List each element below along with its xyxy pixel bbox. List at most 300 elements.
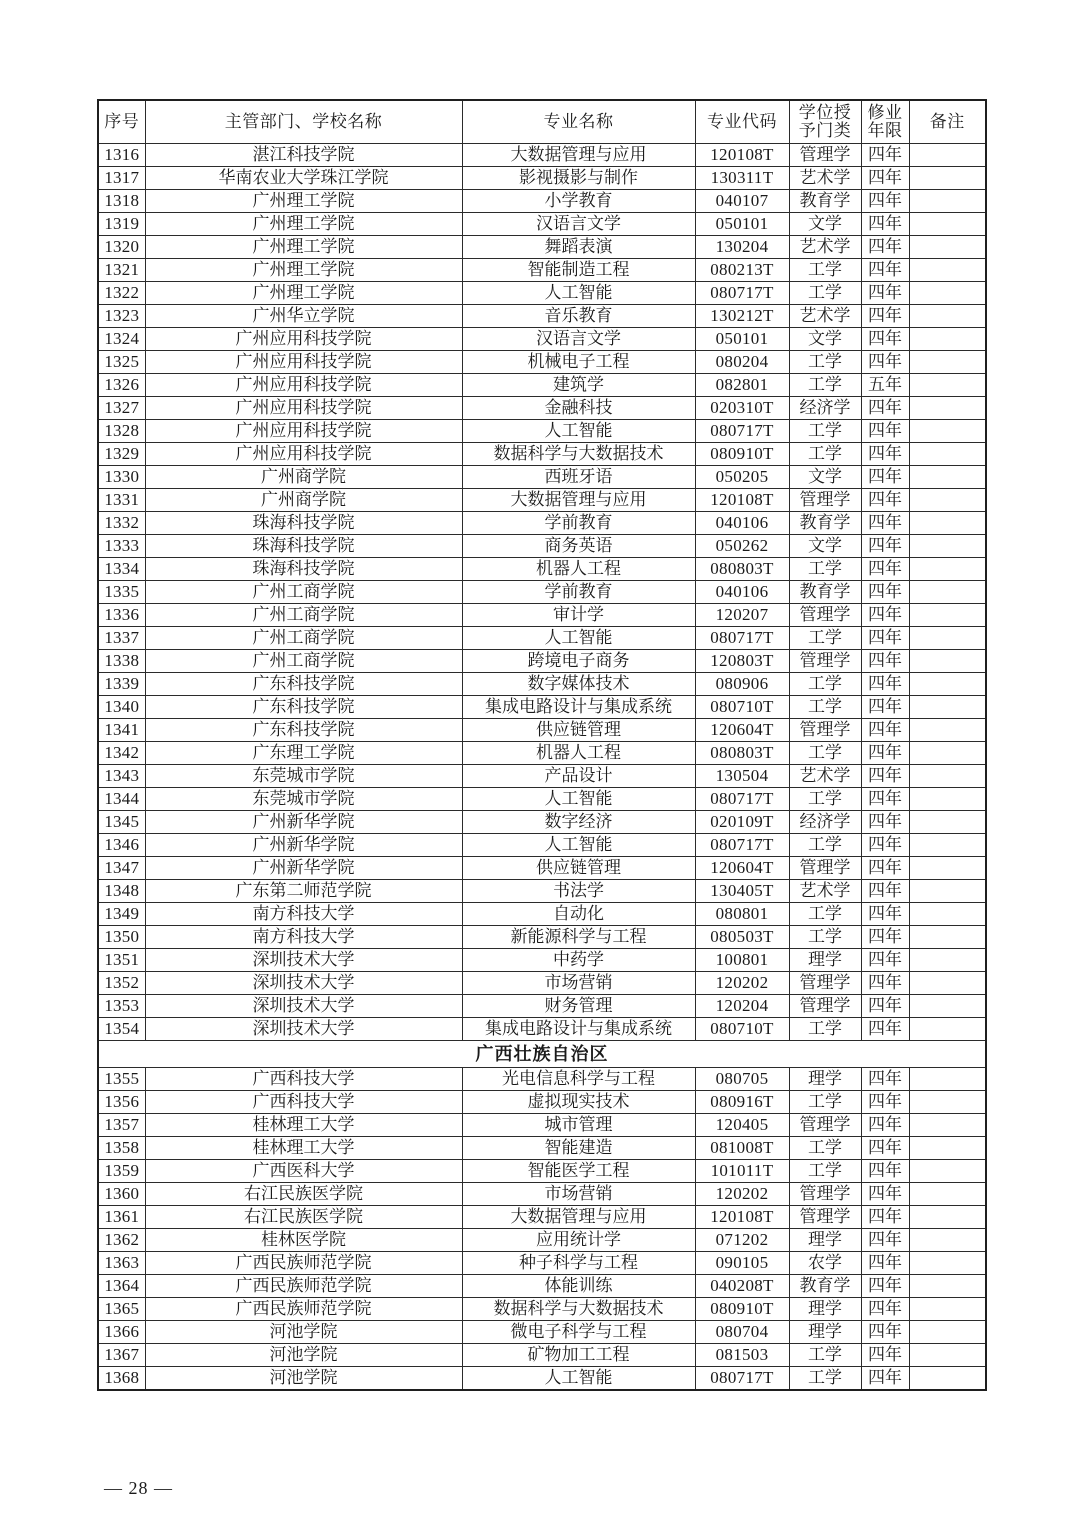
cell-seq: 1330 [98,466,145,489]
cell-seq: 1347 [98,857,145,880]
cell-major: 大数据管理与应用 [462,144,695,167]
table-row [98,1091,986,1114]
cell-degree: 理学 [789,1068,861,1091]
cell-code: 080717T [695,834,789,857]
cell-major: 机器人工程 [462,742,695,765]
cell-degree: 工学 [789,420,861,443]
cell-degree: 工学 [789,673,861,696]
cell-school: 广西民族师范学院 [145,1275,462,1298]
cell-note [909,443,986,466]
cell-degree: 理学 [789,1229,861,1252]
cell-major: 人工智能 [462,420,695,443]
cell-school: 南方科技大学 [145,903,462,926]
cell-major: 供应链管理 [462,857,695,880]
table-row [98,627,986,650]
cell-degree: 理学 [789,1321,861,1344]
cell-seq: 1338 [98,650,145,673]
section-header-row [98,1041,986,1068]
cell-seq: 1336 [98,604,145,627]
cell-seq: 1360 [98,1183,145,1206]
cell-degree: 工学 [789,1160,861,1183]
cell-note [909,397,986,420]
cell-degree: 工学 [789,742,861,765]
column-header-degree [789,100,861,144]
cell-note [909,834,986,857]
cell-degree: 工学 [789,1367,861,1391]
cell-seq: 1349 [98,903,145,926]
cell-note [909,857,986,880]
table-row [98,259,986,282]
cell-major: 财务管理 [462,995,695,1018]
cell-years: 四年 [861,972,909,995]
cell-note [909,627,986,650]
cell-school: 深圳技术大学 [145,1018,462,1041]
column-header-degree-line2: 予门类 [798,121,852,140]
cell-major: 智能医学工程 [462,1160,695,1183]
cell-note [909,811,986,834]
cell-school: 桂林医学院 [145,1229,462,1252]
cell-major: 集成电路设计与集成系统 [462,696,695,719]
cell-code: 020109T [695,811,789,834]
cell-code: 130204 [695,236,789,259]
cell-school: 广州理工学院 [145,236,462,259]
cell-school: 广州应用科技学院 [145,374,462,397]
cell-major: 大数据管理与应用 [462,489,695,512]
table-row [98,489,986,512]
cell-seq: 1363 [98,1252,145,1275]
header-row [98,100,986,144]
cell-code: 082801 [695,374,789,397]
cell-years: 四年 [861,834,909,857]
cell-note [909,696,986,719]
section-title: 广西壮族自治区 [98,1041,986,1068]
cell-note [909,466,986,489]
cell-degree: 工学 [789,834,861,857]
cell-note [909,719,986,742]
cell-years: 四年 [861,765,909,788]
cell-seq: 1339 [98,673,145,696]
cell-years: 四年 [861,420,909,443]
table-row [98,995,986,1018]
cell-major: 矿物加工工程 [462,1344,695,1367]
cell-code: 080710T [695,1018,789,1041]
cell-note [909,144,986,167]
cell-years: 四年 [861,1018,909,1041]
cell-school: 广州应用科技学院 [145,328,462,351]
table-body [98,144,986,1391]
cell-seq: 1353 [98,995,145,1018]
cell-code: 040107 [695,190,789,213]
cell-note [909,788,986,811]
cell-years: 四年 [861,558,909,581]
cell-seq: 1317 [98,167,145,190]
cell-school: 桂林理工大学 [145,1137,462,1160]
cell-years: 四年 [861,443,909,466]
cell-school: 广州新华学院 [145,811,462,834]
cell-school: 深圳技术大学 [145,949,462,972]
cell-degree: 理学 [789,1298,861,1321]
cell-major: 汉语言文学 [462,328,695,351]
cell-code: 080717T [695,1367,789,1391]
cell-major: 人工智能 [462,1367,695,1391]
cell-major: 人工智能 [462,788,695,811]
cell-school: 深圳技术大学 [145,995,462,1018]
cell-school: 广州新华学院 [145,857,462,880]
cell-note [909,328,986,351]
cell-years: 四年 [861,627,909,650]
cell-degree: 管理学 [789,1183,861,1206]
cell-major: 机械电子工程 [462,351,695,374]
cell-degree: 文学 [789,328,861,351]
table-row [98,1018,986,1041]
cell-major: 市场营销 [462,972,695,995]
page-number: — 28 — [104,1478,173,1498]
cell-seq: 1333 [98,535,145,558]
column-header-major: 专业名称 [462,100,695,144]
cell-degree: 管理学 [789,719,861,742]
cell-seq: 1354 [98,1018,145,1041]
cell-note [909,903,986,926]
cell-years: 四年 [861,282,909,305]
cell-note [909,1160,986,1183]
cell-note [909,604,986,627]
cell-seq: 1320 [98,236,145,259]
cell-code: 040208T [695,1275,789,1298]
column-header-years-line1: 修业 [867,103,903,123]
cell-degree: 工学 [789,259,861,282]
cell-code: 050262 [695,535,789,558]
cell-note [909,995,986,1018]
cell-major: 数字经济 [462,811,695,834]
cell-code: 120202 [695,972,789,995]
cell-major: 光电信息科学与工程 [462,1068,695,1091]
cell-code: 080710T [695,696,789,719]
cell-code: 090105 [695,1252,789,1275]
cell-major: 机器人工程 [462,558,695,581]
cell-major: 影视摄影与制作 [462,167,695,190]
cell-school: 河池学院 [145,1344,462,1367]
cell-major: 书法学 [462,880,695,903]
cell-degree: 工学 [789,558,861,581]
cell-seq: 1325 [98,351,145,374]
cell-code: 050101 [695,213,789,236]
cell-note [909,213,986,236]
cell-seq: 1361 [98,1206,145,1229]
cell-years: 四年 [861,719,909,742]
cell-code: 080213T [695,259,789,282]
cell-major: 金融科技 [462,397,695,420]
table-header [98,100,986,144]
cell-seq: 1342 [98,742,145,765]
cell-seq: 1358 [98,1137,145,1160]
table-row [98,305,986,328]
cell-degree: 工学 [789,627,861,650]
cell-major: 数据科学与大数据技术 [462,1298,695,1321]
cell-school: 深圳技术大学 [145,972,462,995]
cell-years: 四年 [861,1321,909,1344]
cell-years: 四年 [861,351,909,374]
cell-note [909,1367,986,1391]
cell-code: 130405T [695,880,789,903]
cell-note [909,1229,986,1252]
table-row [98,788,986,811]
cell-code: 120202 [695,1183,789,1206]
cell-note [909,581,986,604]
cell-degree: 艺术学 [789,880,861,903]
cell-seq: 1356 [98,1091,145,1114]
cell-seq: 1334 [98,558,145,581]
cell-years: 四年 [861,466,909,489]
cell-code: 080717T [695,282,789,305]
cell-years: 四年 [861,949,909,972]
cell-years: 四年 [861,259,909,282]
cell-note [909,282,986,305]
cell-years: 四年 [861,1206,909,1229]
cell-seq: 1365 [98,1298,145,1321]
cell-major: 建筑学 [462,374,695,397]
cell-note [909,1344,986,1367]
cell-note [909,190,986,213]
cell-code: 050101 [695,328,789,351]
cell-degree: 工学 [789,1091,861,1114]
cell-degree: 文学 [789,213,861,236]
cell-note [909,673,986,696]
cell-years: 四年 [861,811,909,834]
cell-code: 050205 [695,466,789,489]
cell-note [909,558,986,581]
cell-code: 120108T [695,144,789,167]
cell-code: 080910T [695,443,789,466]
cell-note [909,1298,986,1321]
cell-major: 市场营销 [462,1183,695,1206]
cell-major: 城市管理 [462,1114,695,1137]
cell-years: 四年 [861,1344,909,1367]
cell-seq: 1323 [98,305,145,328]
cell-degree: 工学 [789,696,861,719]
cell-years: 四年 [861,1114,909,1137]
table-row [98,351,986,374]
cell-years: 四年 [861,742,909,765]
cell-years: 四年 [861,1229,909,1252]
cell-major: 人工智能 [462,282,695,305]
cell-years: 五年 [861,374,909,397]
cell-years: 四年 [861,1183,909,1206]
cell-degree: 工学 [789,443,861,466]
cell-note [909,1091,986,1114]
cell-seq: 1352 [98,972,145,995]
cell-seq: 1324 [98,328,145,351]
cell-years: 四年 [861,903,909,926]
cell-note [909,1275,986,1298]
column-header-note: 备注 [909,100,986,144]
cell-school: 广州华立学院 [145,305,462,328]
cell-school: 广州工商学院 [145,581,462,604]
table-row [98,972,986,995]
table-row [98,213,986,236]
cell-code: 130311T [695,167,789,190]
cell-years: 四年 [861,489,909,512]
cell-school: 广州应用科技学院 [145,397,462,420]
cell-school: 广州应用科技学院 [145,420,462,443]
cell-degree: 管理学 [789,650,861,673]
cell-school: 华南农业大学珠江学院 [145,167,462,190]
cell-degree: 管理学 [789,1206,861,1229]
cell-years: 四年 [861,535,909,558]
cell-degree: 管理学 [789,144,861,167]
cell-years: 四年 [861,650,909,673]
cell-school: 广州商学院 [145,466,462,489]
cell-code: 080704 [695,1321,789,1344]
cell-school: 广西医科大学 [145,1160,462,1183]
cell-code: 080717T [695,788,789,811]
cell-seq: 1366 [98,1321,145,1344]
cell-seq: 1322 [98,282,145,305]
column-header-years-line2: 年限 [867,121,903,140]
table-row [98,1344,986,1367]
cell-major: 学前教育 [462,581,695,604]
table-row [98,742,986,765]
cell-degree: 管理学 [789,1114,861,1137]
cell-major: 跨境电子商务 [462,650,695,673]
table-row [98,328,986,351]
cell-note [909,765,986,788]
cell-years: 四年 [861,1298,909,1321]
cell-major: 小学教育 [462,190,695,213]
cell-major: 种子科学与工程 [462,1252,695,1275]
cell-note [909,512,986,535]
cell-degree: 理学 [789,949,861,972]
cell-school: 右江民族医学院 [145,1183,462,1206]
cell-major: 大数据管理与应用 [462,1206,695,1229]
cell-note [909,1252,986,1275]
cell-school: 河池学院 [145,1321,462,1344]
cell-code: 120207 [695,604,789,627]
cell-seq: 1346 [98,834,145,857]
cell-school: 广西民族师范学院 [145,1298,462,1321]
cell-major: 数字媒体技术 [462,673,695,696]
table-row [98,581,986,604]
cell-note [909,1206,986,1229]
table-row [98,282,986,305]
cell-school: 广州理工学院 [145,282,462,305]
cell-school: 广东科技学院 [145,696,462,719]
cell-seq: 1337 [98,627,145,650]
column-header-degree-line1: 学位授 [798,103,852,123]
cell-school: 珠海科技学院 [145,558,462,581]
table-row [98,443,986,466]
cell-major: 学前教育 [462,512,695,535]
cell-seq: 1331 [98,489,145,512]
table-row [98,397,986,420]
cell-seq: 1359 [98,1160,145,1183]
column-header-seq: 序号 [98,100,145,144]
cell-code: 040106 [695,512,789,535]
cell-years: 四年 [861,1091,909,1114]
cell-degree: 教育学 [789,581,861,604]
cell-seq: 1362 [98,1229,145,1252]
cell-major: 应用统计学 [462,1229,695,1252]
cell-degree: 管理学 [789,995,861,1018]
cell-code: 080801 [695,903,789,926]
cell-note [909,1068,986,1091]
cell-seq: 1340 [98,696,145,719]
cell-school: 广州应用科技学院 [145,351,462,374]
cell-code: 081008T [695,1137,789,1160]
cell-years: 四年 [861,512,909,535]
cell-years: 四年 [861,190,909,213]
table-row [98,719,986,742]
cell-major: 产品设计 [462,765,695,788]
table-row [98,190,986,213]
cell-note [909,650,986,673]
cell-seq: 1316 [98,144,145,167]
cell-degree: 工学 [789,788,861,811]
table-row [98,949,986,972]
cell-years: 四年 [861,857,909,880]
cell-code: 080705 [695,1068,789,1091]
cell-major: 人工智能 [462,834,695,857]
cell-code: 100801 [695,949,789,972]
cell-code: 130504 [695,765,789,788]
table-row [98,512,986,535]
cell-note [909,1321,986,1344]
cell-school: 广东科技学院 [145,673,462,696]
cell-major: 智能制造工程 [462,259,695,282]
cell-years: 四年 [861,788,909,811]
cell-code: 080803T [695,742,789,765]
cell-note [909,167,986,190]
column-header-code: 专业代码 [695,100,789,144]
table-row [98,144,986,167]
column-header-years [861,100,909,144]
cell-code: 080503T [695,926,789,949]
cell-degree: 艺术学 [789,305,861,328]
cell-major: 数据科学与大数据技术 [462,443,695,466]
cell-note [909,305,986,328]
cell-seq: 1355 [98,1068,145,1091]
cell-degree: 工学 [789,351,861,374]
cell-school: 广州商学院 [145,489,462,512]
cell-years: 四年 [861,1252,909,1275]
cell-seq: 1344 [98,788,145,811]
cell-major: 体能训练 [462,1275,695,1298]
cell-years: 四年 [861,696,909,719]
cell-degree: 经济学 [789,397,861,420]
cell-seq: 1328 [98,420,145,443]
table-row [98,1206,986,1229]
cell-note [909,236,986,259]
table-row [98,374,986,397]
table-row [98,1321,986,1344]
cell-degree: 工学 [789,1137,861,1160]
table-row [98,604,986,627]
cell-degree: 工学 [789,926,861,949]
cell-degree: 管理学 [789,489,861,512]
cell-major: 汉语言文学 [462,213,695,236]
cell-school: 广东理工学院 [145,742,462,765]
cell-code: 020310T [695,397,789,420]
cell-major: 人工智能 [462,627,695,650]
cell-seq: 1351 [98,949,145,972]
cell-note [909,972,986,995]
table-row [98,466,986,489]
cell-seq: 1332 [98,512,145,535]
table-row [98,1114,986,1137]
cell-degree: 艺术学 [789,236,861,259]
cell-degree: 农学 [789,1252,861,1275]
cell-degree: 管理学 [789,972,861,995]
cell-school: 广州工商学院 [145,650,462,673]
